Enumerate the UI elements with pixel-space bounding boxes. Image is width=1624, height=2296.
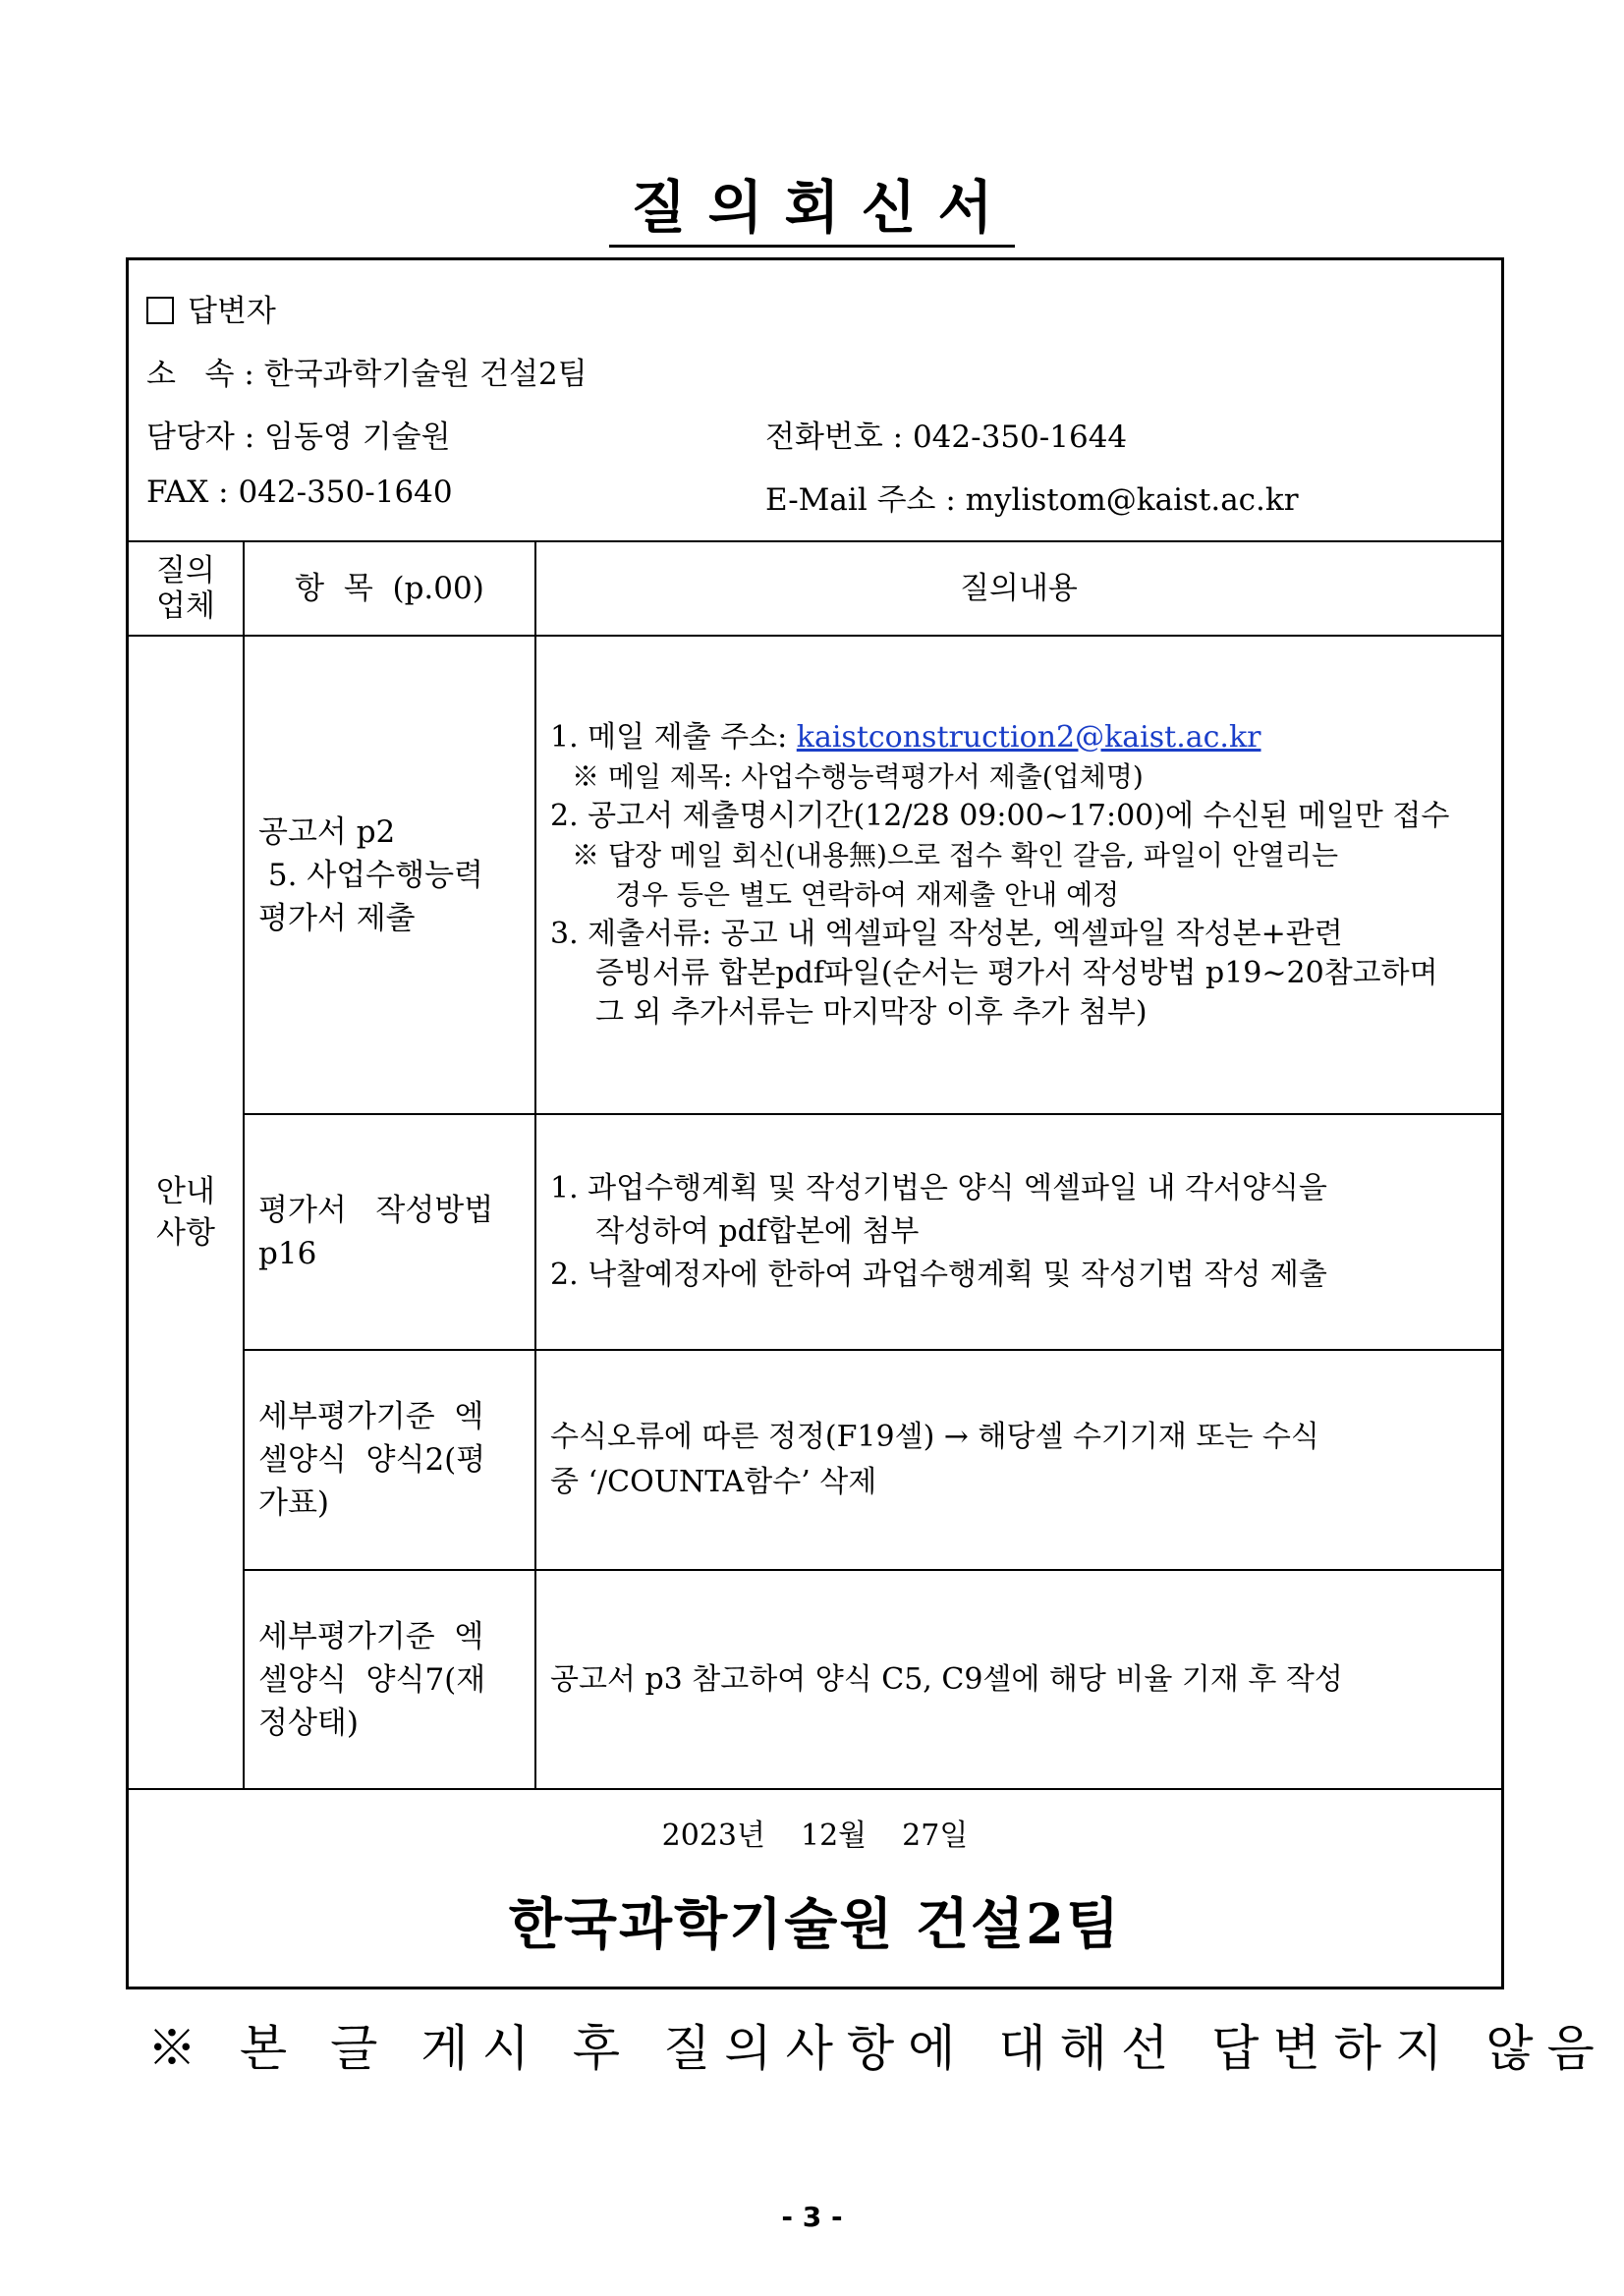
email-link[interactable]: kaistconstruction2@kaist.ac.kr bbox=[796, 719, 1261, 755]
table-row-item: 세부평가기준 엑 셀양식 양식7(재 정상태) bbox=[258, 1618, 486, 1741]
table-row-item: 세부평가기준 엑 셀양식 양식2(평 가표) bbox=[258, 1399, 486, 1521]
notice-text: ※ 본 글 게시 후 질의사항에 대해선 답변하지 않음 bbox=[147, 2020, 1608, 2077]
table-row-item: 공고서 p2 5. 사업수행능력 평가서 제출 bbox=[258, 813, 483, 936]
reply-form bbox=[126, 257, 1504, 1989]
header-company: 질의 업체 bbox=[156, 553, 215, 624]
header-content: 질의내용 bbox=[960, 571, 1078, 606]
document-title: 질의회신서 bbox=[0, 161, 1624, 244]
fax-row: FAX : 042-350-1640 bbox=[146, 475, 453, 510]
company-cell: 안내 사항 bbox=[156, 1174, 215, 1251]
manager-row: 담당자 : 임동영 기술원 bbox=[146, 420, 451, 455]
divider bbox=[129, 1788, 1501, 1790]
header-item: 항 목 (p.00) bbox=[295, 571, 484, 606]
respondent-info bbox=[129, 260, 1501, 540]
respondent-heading: 답변자 bbox=[146, 286, 276, 330]
dept-row: 소 속 : 한국과학기술원 건설2팀 bbox=[146, 357, 588, 392]
email-row: E-Mail 주소 : mylistom@kaist.ac.kr bbox=[765, 482, 1299, 518]
respondent-checkbox[interactable] bbox=[146, 297, 174, 324]
table-row-content: 수식오류에 따른 정정(F19셀) → 해당셀 수기기재 또는 수식 중 ‘/COUNTA함수’ 삭제 bbox=[550, 1420, 1319, 1499]
table-row-item: 평가서 작성방법 p16 bbox=[258, 1193, 494, 1271]
table-row-content: 1. 메일 제출 주소: kaistconstruction2@kaist.ac.kr ※ 메일 제목: 사업수행능력평가서 제출(업체명) 2. 공고서 제출명시기간(12/28 09:00~17:00)에 수신된 메일만 접수 ※ 답장 메일 회신(내용無)으로 접수 확인 갈음, 파일이 안열리는 경우 등은 별도 연락하여 재제출 안내 예정 3. 제출서류: 공고 내 엑셀파일 작성본, 엑셀파일 작성본+관련 증빙서류 합본pdf파일(순서는 평가서 작성방법 p19~20참고하며 그 외 추가서류는 마지막장 이후 추가 첨부) bbox=[550, 719, 1450, 1030]
reply-date: 2023년 12월 27일 bbox=[661, 1819, 969, 1853]
issuing-organization: 한국과학기술원 건설2팀 bbox=[508, 1892, 1122, 1957]
phone-row: 전화번호 : 042-350-1644 bbox=[765, 420, 1128, 455]
page-number: - 3 - bbox=[781, 2201, 843, 2233]
table-row-content: 공고서 p3 참고하여 양식 C5, C9셀에 해당 비율 기재 후 작성 bbox=[550, 1661, 1343, 1697]
table-row-content: 1. 과업수행계획 및 작성기법은 양식 엑셀파일 내 각서양식을 작성하여 pdf합본에 첨부 2. 낙찰예정자에 한하여 과업수행계획 및 작성기법 작성 제출 bbox=[550, 1171, 1327, 1292]
